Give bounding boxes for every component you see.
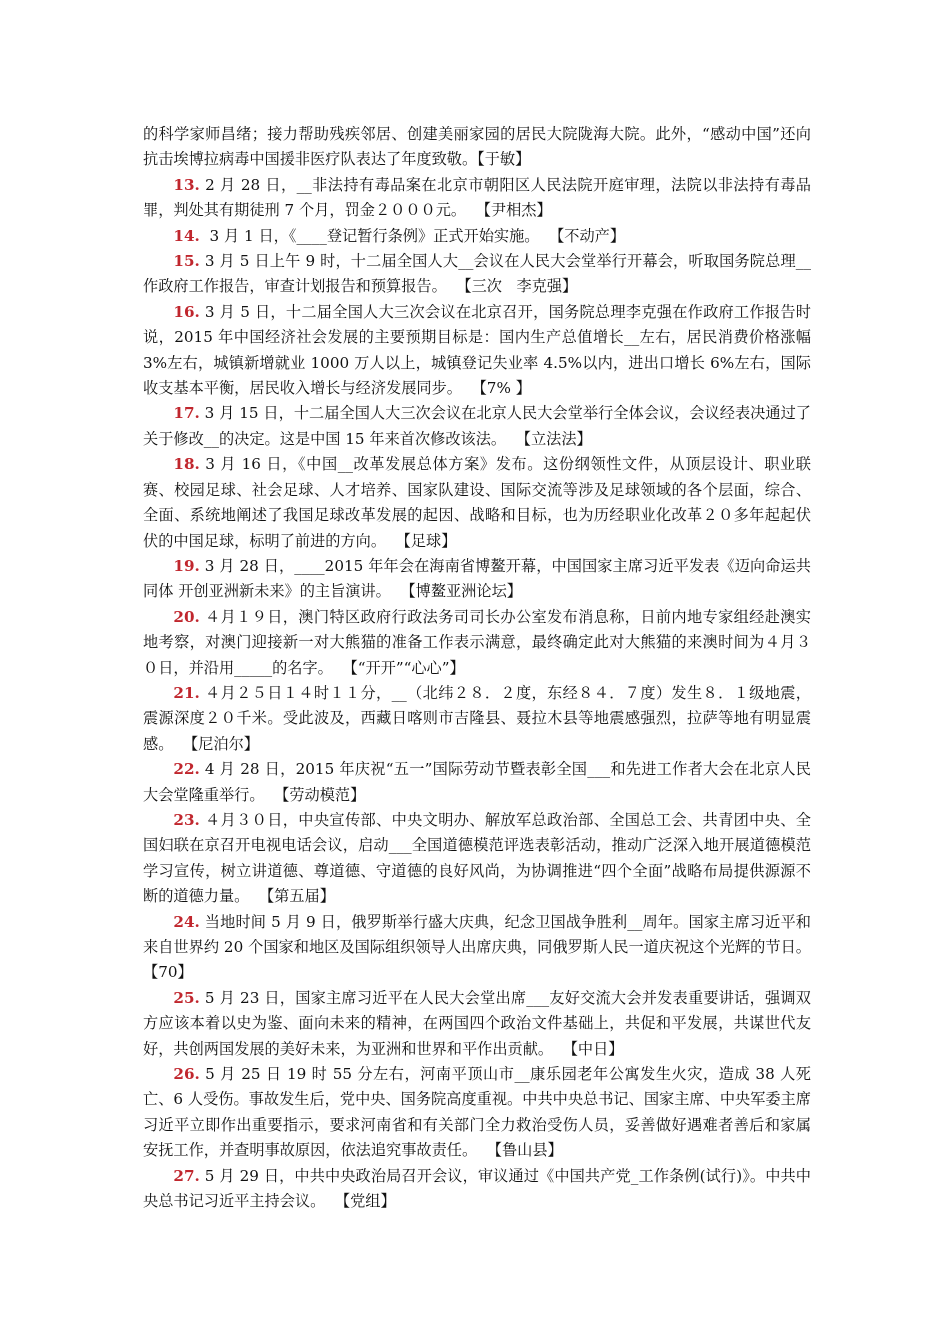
question-answer: 【尼泊尔】 [183, 734, 259, 753]
question-item [143, 808, 811, 910]
question-item [143, 1164, 811, 1215]
question-item [143, 757, 811, 808]
intro-text: 的科学家师昌绪；接力帮助残疾邻居、创建美丽家园的居民大院陇海大院。此外，“感动中国”还向抗击埃博拉病毒中国援非医疗队表达了年度致敬。 [143, 125, 811, 169]
question-answer: 【第五届】 [258, 887, 335, 906]
question-number: 27. [173, 1166, 200, 1185]
question-item [143, 300, 816, 402]
question-answer: 【党组】 [334, 1192, 396, 1211]
question-answer: 【足球】 [395, 531, 457, 550]
question-text: 3 月 28 日，____2015 年年会在海南省博鳌开幕，中国国家主席习近平发表《迈向命运共同体 开创亚洲新未来》的主旨演讲。 [143, 556, 811, 601]
question-item [143, 173, 811, 224]
question-item [143, 1062, 811, 1164]
question-answer: 【中日】 [562, 1039, 624, 1058]
question-text: ４月２５日１４时１１分，__（北纬２８．２度，东经８４．７度）发生８．１级地震，震源深度２０千米。受此波及，西藏日喀则市吉隆县、聂拉木县等地震感强烈，拉萨等地有明显震感。 [143, 683, 811, 753]
question-item [143, 605, 811, 681]
document-page [143, 122, 821, 1214]
question-text: 4 月 28 日，2015 年庆祝“五一”国际劳动节暨表彰全国___和先进工作者大会在北京人民大会堂隆重举行。 [143, 760, 811, 804]
question-text: 3 月 5 日上午 9 时，十二届全国人大__会议在人民大会堂举行开幕会，听取国务院总理__作政府工作报告，审查计划报告和预算报告。 [143, 252, 811, 296]
question-text: 5 月 29 日，中共中央政治局召开会议，审议通过《中国共产党_工作条例(试行)》。中共中央总书记习近平主持会议。 [143, 1166, 811, 1211]
intro-paragraph [143, 122, 811, 173]
question-number: 18. [173, 455, 200, 474]
question-item [143, 401, 811, 452]
question-answer: 【“开开”“心心”】 [342, 658, 465, 677]
question-text: 3 月 5 日，十二届全国人大三次会议在北京召开，国务院总理李克强在作政府工作报告时说，2015 年中国经济社会发展的主要预期目标是：国内生产总值增长__左右，居民消费价格涨幅 3%左右，城镇新增就业 1000 万人以上，城镇登记失业率 4.5%以内，进出口增长 6%左右，国际收支基本平衡，居民收入增长与经济发展同步。 [143, 302, 816, 398]
question-text: ４月３０日，中央宣传部、中央文明办、解放军总政治部、全国总工会、共青团中央、全国妇联在京召开电视电话会议，启动___全国道德模范评选表彰活动，推动广泛深入地开展道德模范学习宣传，树立讲道德、尊道德、守道德的良好风尚，为协调推进“四个全面”战略布局提供源源不断的道德力量。 [143, 810, 811, 906]
question-list [143, 173, 821, 1215]
question-answer: 【博鳌亚洲论坛】 [400, 582, 522, 601]
question-number: 26. [173, 1065, 200, 1084]
question-answer: 【劳动模范】 [274, 785, 366, 804]
intro-answer: 【于敏】 [477, 150, 531, 169]
question-text: 2 月 28 日，__非法持有毒品案在北京市朝阳区人民法院开庭审理，法院以非法持有毒品罪，判处其有期徒刑 7 个月，罚金２０００元。 [143, 175, 811, 220]
question-answer: 【7% 】 [471, 379, 531, 398]
question-number: 13. [173, 175, 200, 194]
question-text: 3 月 16 日，《中国__改革发展总体方案》发布。这份纲领性文件，从顶层设计、职业联赛、校园足球、社会足球、人才培养、国家队建设、国际交流等涉及足球领域的各个层面，综合、全面、系统地阐述了我国足球改革发展的起因、战略和目标，也为历经职业化改革２０多年起起伏伏的中国足球，标明了前进的方向。 [143, 455, 811, 550]
question-item [143, 452, 811, 554]
question-item [143, 986, 811, 1062]
question-number: 22. [173, 760, 200, 779]
question-number: 16. [173, 302, 200, 321]
question-answer: 【三次 李克强】 [456, 277, 578, 296]
question-number: 24. [173, 912, 200, 931]
question-text: 5 月 25 日 19 时 55 分左右，河南平顶山市__康乐园老年公寓发生火灾，造成 38 人死亡、6 人受伤。事故发生后，党中央、国务院高度重视。中共中央总书记、国家主席、中央军委主席习近平立即作出重要指示，要求河南省和有关部门全力救治受伤人员，妥善做好遇难者善后和家属安抚工作，并查明事故原因，依法追究事故责任。 [143, 1065, 811, 1160]
question-number: 19. [173, 556, 200, 575]
question-item [143, 224, 811, 249]
question-text: 5 月 23 日，国家主席习近平在人民大会堂出席___友好交流大会并发表重要讲话，强调双方应该本着以史为鉴、面向未来的精神，在两国四个政治文件基础上，共促和平发展，共谋世代友好，共创两国发展的美好未来，为亚洲和世界和平作出贡献。 [143, 988, 811, 1058]
question-number: 23. [173, 810, 200, 829]
question-item [143, 554, 811, 605]
question-number: 21. [173, 683, 200, 702]
question-number: 17. [173, 404, 200, 423]
question-text: 当地时间 5 月 9 日，俄罗斯举行盛大庆典，纪念卫国战争胜利__周年。国家主席习近平和来自世界约 20 个国家和地区及国际组织领导人出席庆典，同俄罗斯人民一道庆祝这个光辉的节日。 [143, 912, 821, 956]
question-answer: 【不动产】 [549, 226, 626, 245]
question-item [143, 910, 821, 986]
question-answer: 【70】 [143, 963, 193, 982]
question-text: ４月１９日，澳门特区政府行政法务司司长办公室发布消息称，日前内地专家组经赴澳实地考察，对澳门迎接新一对大熊猫的准备工作表示满意，最终确定此对大熊猫的来澳时间为４月３０日，并沿用_____的名字。 [143, 607, 811, 677]
question-item [143, 681, 811, 757]
question-number: 15. [173, 252, 200, 271]
question-text: 3 月 1 日，《____登记暂行条例》正式开始实施。 [199, 226, 550, 245]
question-answer: 【立法法】 [515, 429, 592, 448]
question-item [143, 249, 811, 300]
question-answer: 【尹相杰】 [475, 201, 552, 220]
question-answer: 【鲁山县】 [486, 1141, 563, 1160]
question-number: 14. [173, 226, 200, 245]
question-text: 3 月 15 日，十二届全国人大三次会议在北京人民大会堂举行全体会议，会议经表决通过了关于修改__的决定。这是中国 15 年来首次修改该法。 [143, 404, 811, 448]
question-number: 25. [173, 988, 200, 1007]
question-number: 20. [173, 607, 200, 626]
